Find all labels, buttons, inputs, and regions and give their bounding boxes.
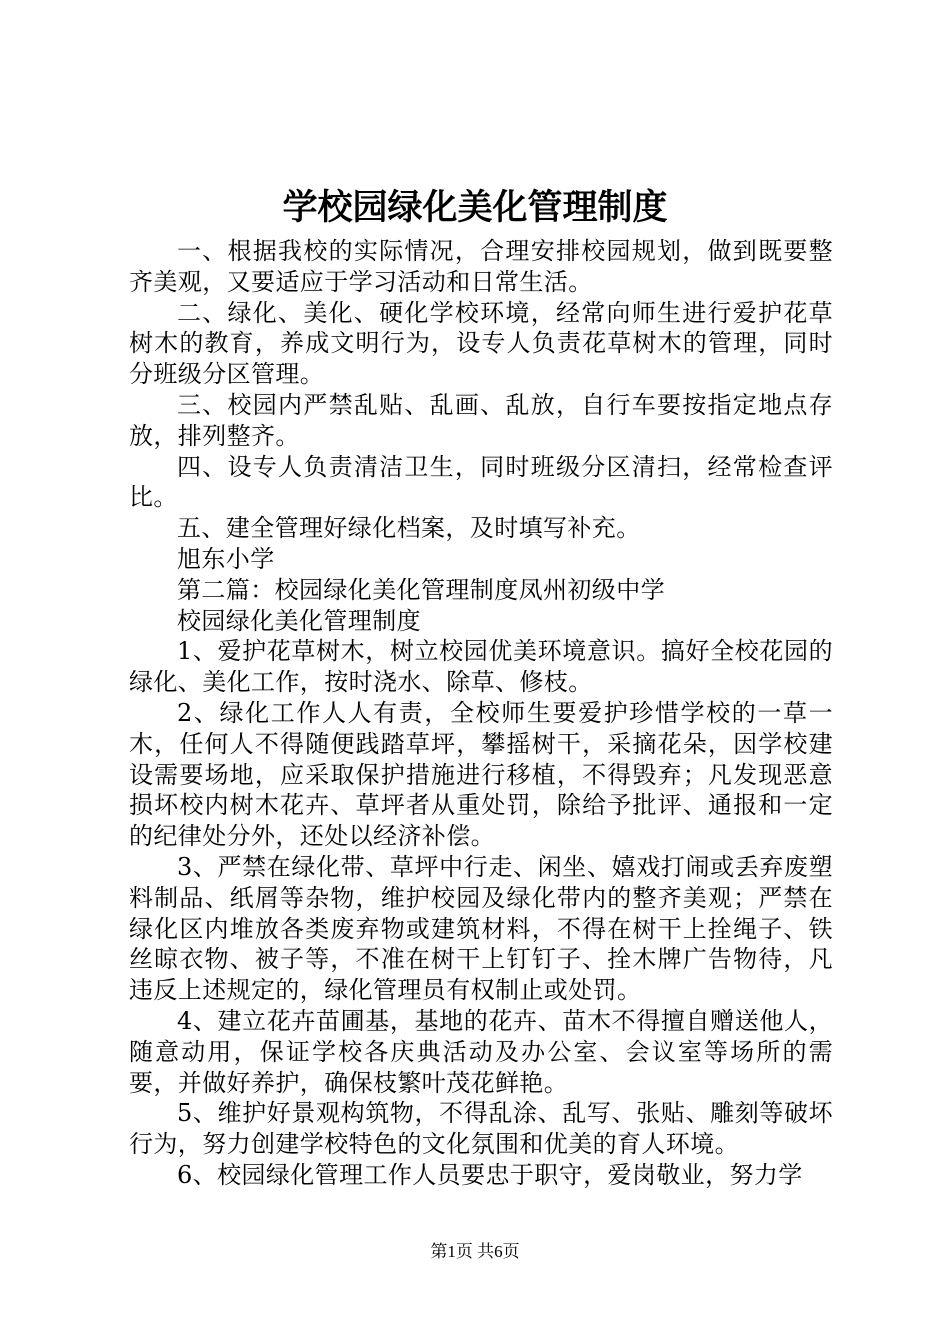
paragraph-3: 三、校园内严禁乱贴、乱画、乱放，自行车要按指定地点存放，排列整齐。: [129, 390, 833, 450]
rule-3: 3、严禁在绿化带、草坪中行走、闲坐、嬉戏打闹或丢弃废塑料制品、纸屑等杂物，维护校园及绿化带内的整齐美观；严禁在绿化区内堆放各类废弃物或建筑材料，不得在树干上拴绳子、铁丝晾衣物、被子等，不准在树干上钉钉子、拴木牌广告物待，凡违反上述规定的，绿化管理员有权制止或处罚。: [129, 852, 833, 1005]
paragraph-5: 五、建全管理好绿化档案，及时填写补充。: [177, 514, 641, 543]
section-heading: 第二篇：校园绿化美化管理制度凤州初级中学: [177, 575, 665, 604]
paragraph-2: 二、绿化、美化、硬化学校环境，经常向师生进行爱护花草树木的教育，养成文明行为，设专人负责花草树木的管理，同时分班级分区管理。: [129, 298, 833, 389]
sub-title: 校园绿化美化管理制度: [177, 606, 421, 635]
document-title: 学校园绿化美化管理制度: [282, 187, 668, 228]
rule-1: 1、爱护花草树木，树立校园优美环境意识。搞好全校花园的绿化、美化工作，按时浇水、除草、修枝。: [129, 637, 833, 697]
page-footer: 第1页 共6页: [430, 1242, 520, 1261]
document-body: [129, 236, 833, 1191]
rule-2: 2、绿化工作人人有责，全校师生要爱护珍惜学校的一草一木，任何人不得随便践踏草坪，攀摇树干，采摘花朵，因学校建设需要场地，应采取保护措施进行移植，不得毁弃；凡发现恶意损坏校内树木花卉、草坪者从重处罚，除给予批评、通报和一定的纪律处分外，还处以经济补偿。: [129, 698, 833, 851]
rule-4: 4、建立花卉苗圃基，基地的花卉、苗木不得擅自赠送他人，随意动用，保证学校各庆典活动及办公室、会议室等场所的需要，并做好养护，确保枝繁叶茂花鲜艳。: [129, 1006, 833, 1097]
rule-5: 5、维护好景观构筑物，不得乱涂、乱写、张贴、雕刻等破坏行为，努力创建学校特色的文化氛围和优美的育人环境。: [129, 1099, 833, 1159]
paragraph-4: 四、设专人负责清洁卫生，同时班级分区清扫，经常检查评比。: [129, 452, 833, 512]
rule-6: 6、校园绿化管理工作人员要忠于职守，爱岗敬业，努力学: [177, 1160, 803, 1189]
paragraph-1: 一、根据我校的实际情况，合理安排校园规划，做到既要整齐美观，又要适应于学习活动和日常生活。: [129, 237, 833, 296]
school-signature: 旭东小学: [177, 544, 275, 573]
